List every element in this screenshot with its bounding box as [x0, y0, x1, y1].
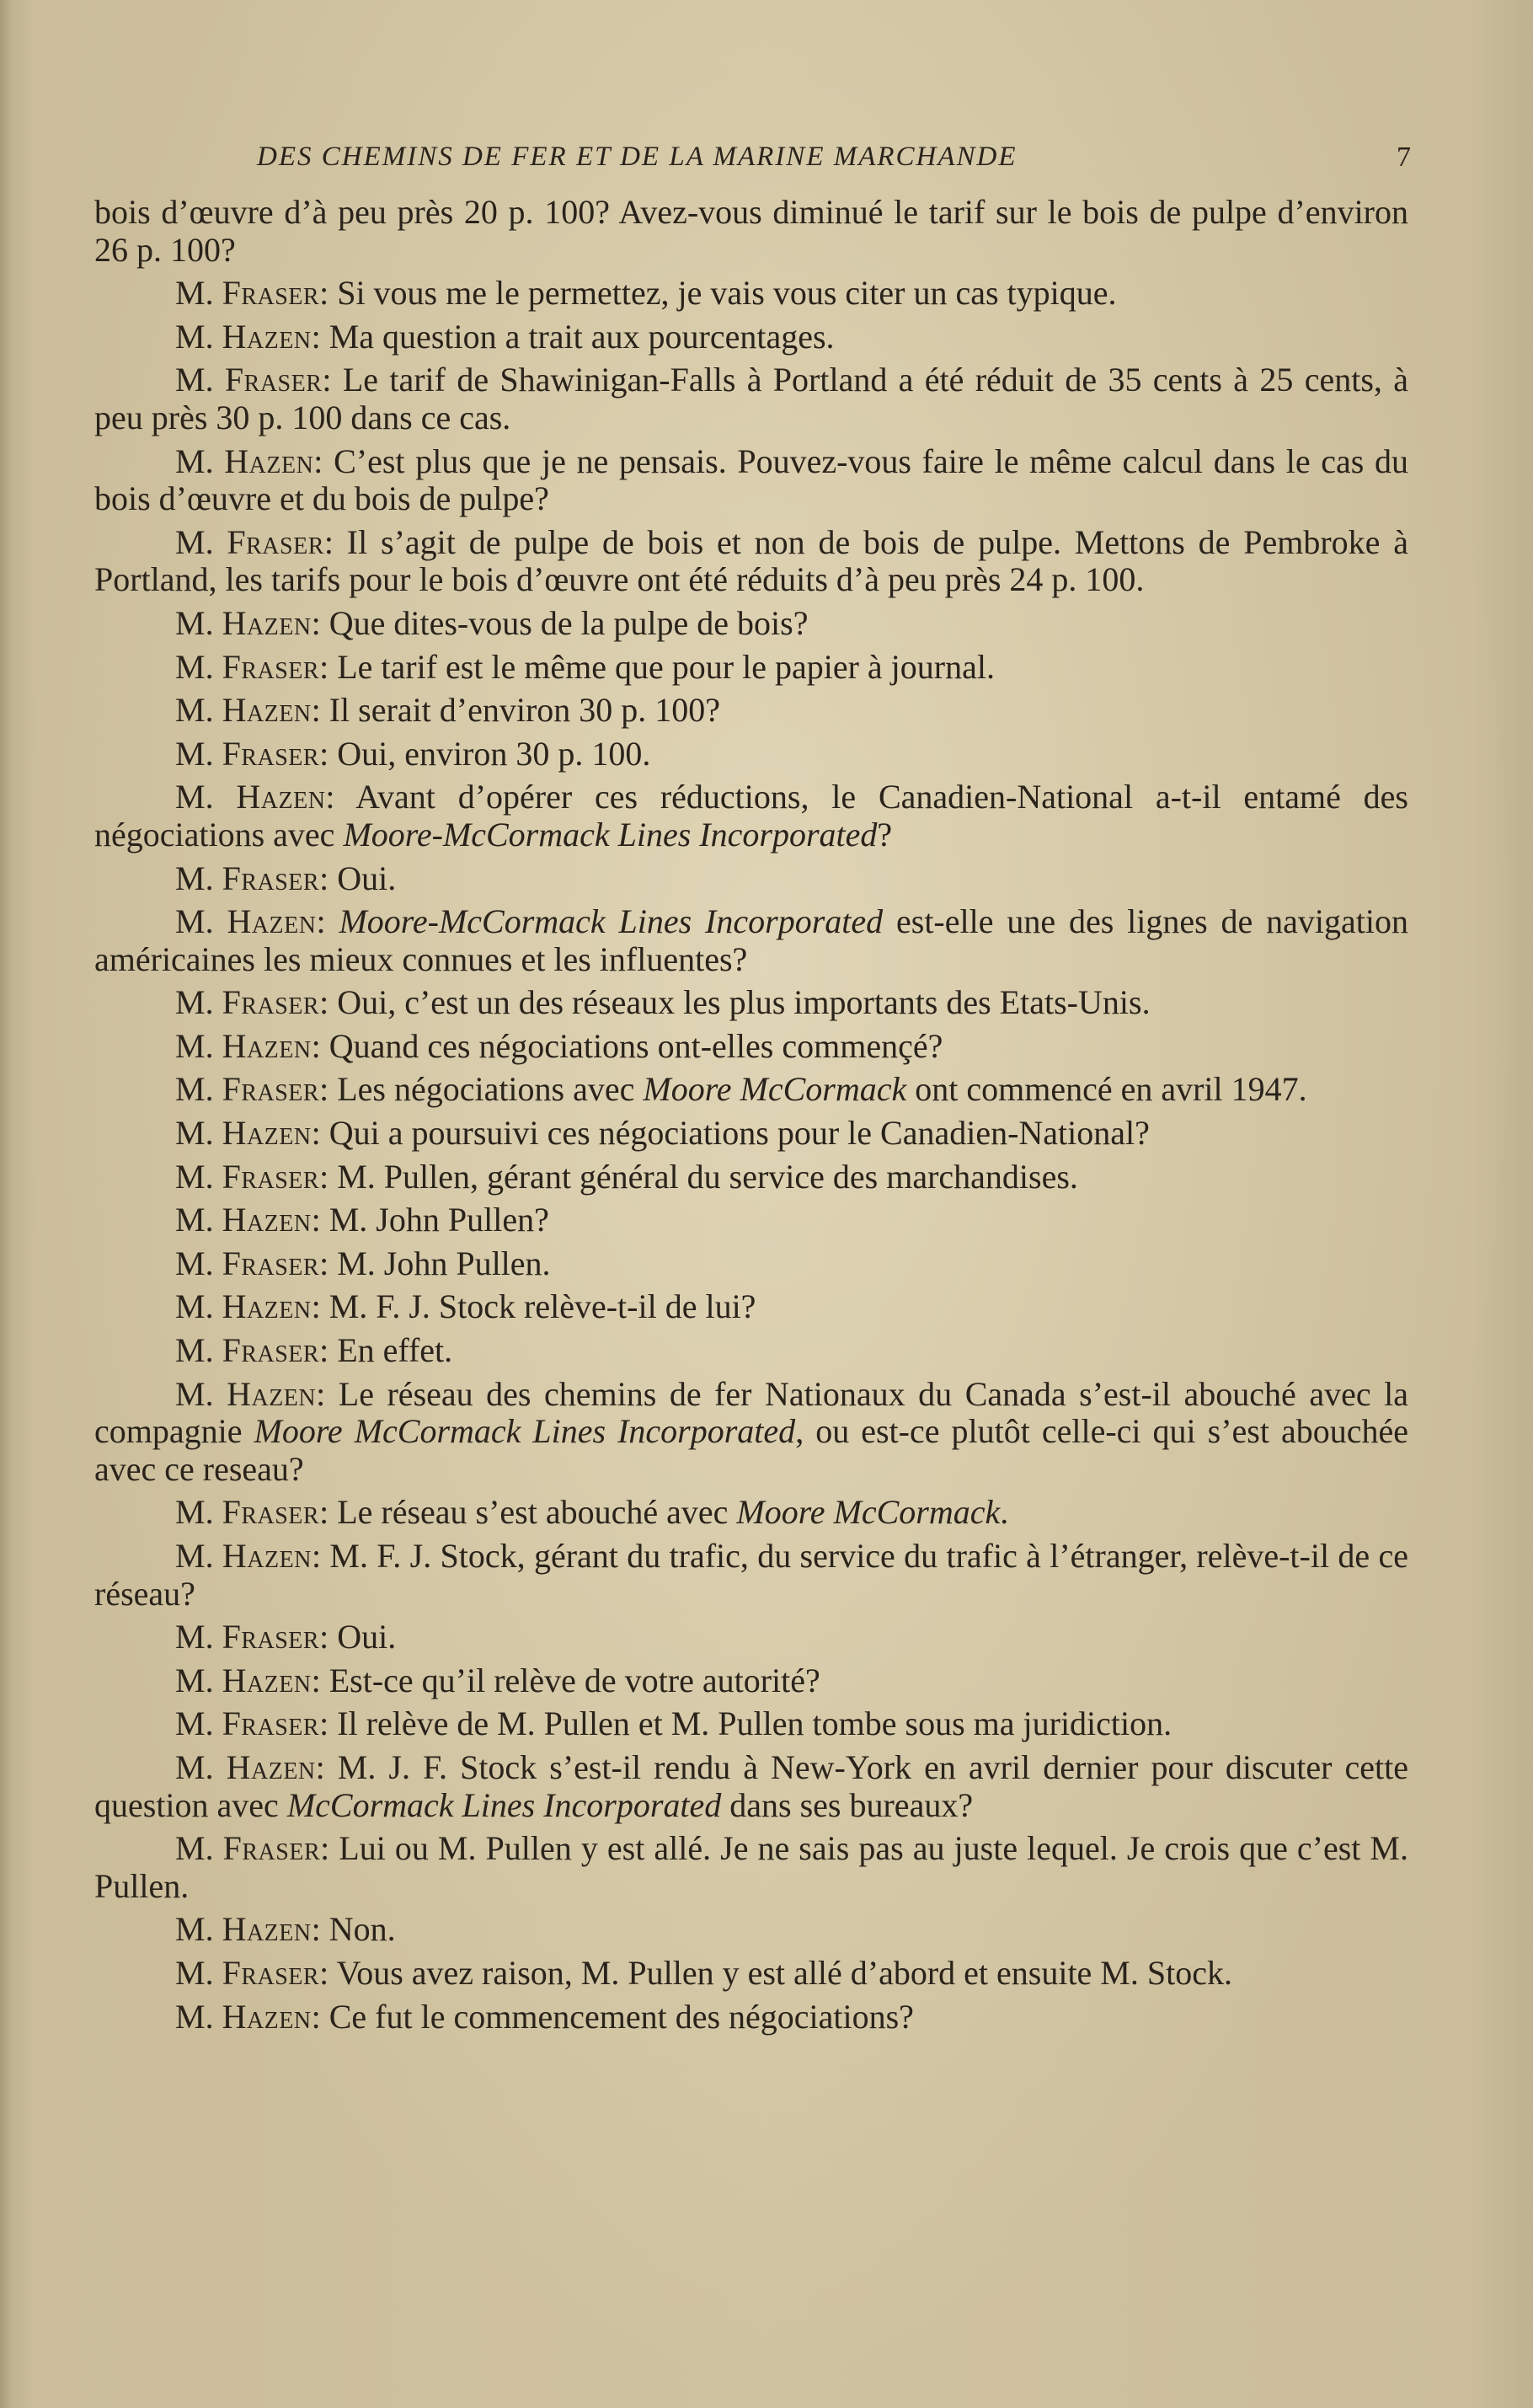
company-name-italic: McCormack Lines Incorporated [286, 1785, 722, 1824]
paragraph-text: : Il serait d’environ 30 p. 100? [311, 691, 721, 730]
paragraph-text: : Les négociations avec [319, 1070, 644, 1109]
paragraph-text: : M. F. J. Stock, gérant du trafic, du service du trafic à l’étranger, relève-t-il de ce réseau? [94, 1537, 1408, 1613]
dialogue-paragraph [94, 1288, 1408, 1326]
paragraph-text: : M. F. J. Stock relève-t-il de lui? [311, 1287, 756, 1326]
speaker-name: Hazen [222, 317, 312, 356]
paragraph-text: : C’est plus que je ne pensais. Pouvez-vous faire le même calcul dans le cas du bois d’œuvre et du bois de pulpe? [94, 441, 1408, 518]
paragraph-text: M. [175, 859, 222, 897]
dialogue-paragraph [94, 318, 1408, 356]
speaker-name: Hazen [222, 1026, 312, 1065]
dialogue-paragraph [94, 692, 1408, 730]
paragraph-text: : Vous avez raison, M. Pullen y est allé d’abord et ensuite M. Stock. [319, 1953, 1232, 1992]
paragraph-text: M. [175, 441, 225, 480]
paragraph-text: : Est-ce qu’il relève de votre autorité? [311, 1661, 820, 1699]
company-name-italic: Moore-McCormack Lines Incorporated [343, 815, 878, 854]
paragraph-text: : Si vous me le permettez, je vais vous citer un cas typique. [319, 274, 1117, 313]
speaker-name: Fraser [222, 859, 320, 897]
paragraph-text: : Ce fut le commencement des négociations? [311, 1997, 914, 2036]
paragraph-text: M. [175, 778, 237, 816]
dialogue-paragraph [94, 1619, 1408, 1656]
dialogue-paragraph [94, 649, 1408, 687]
paragraph-text: est-elle une des lignes de navigation américaines les mieux connues et les influentes? [94, 902, 1408, 978]
speaker-name: Fraser [222, 1493, 320, 1532]
paragraph-text: M. [175, 1910, 222, 1949]
speaker-name: Hazen [222, 1997, 312, 2036]
speaker-name: Fraser [222, 983, 320, 1022]
paragraph-text: M. [175, 1997, 222, 2036]
paragraph-text: M. [175, 1537, 222, 1575]
dialogue-paragraph [94, 1749, 1408, 1824]
paragraph-continuation [94, 194, 1408, 269]
speaker-name: Fraser [222, 1157, 320, 1196]
paragraph-text: M. [175, 902, 227, 941]
paragraph-text: : Non. [311, 1910, 396, 1949]
paragraph-text: M. [175, 1953, 222, 1992]
dialogue-paragraph [94, 1911, 1408, 1949]
paragraph-text: M. [175, 983, 222, 1022]
speaker-name: Hazen [227, 1374, 317, 1413]
speaker-name: Hazen [222, 1201, 312, 1239]
paragraph-text: M. [175, 1747, 227, 1786]
speaker-name: Fraser [224, 361, 323, 399]
paragraph-text: : M. John Pullen. [319, 1244, 551, 1282]
dialogue-paragraph [94, 1201, 1408, 1239]
dialogue-paragraph [94, 1159, 1408, 1196]
speaker-name: Fraser [222, 1618, 320, 1656]
speaker-name: Hazen [222, 1910, 312, 1949]
dialogue-paragraph [94, 605, 1408, 643]
paragraph-text: : Oui. [319, 1618, 397, 1656]
page-header [257, 142, 1411, 175]
speaker-name: Hazen [222, 603, 312, 642]
paragraph-text: : Le tarif est le même que pour le papier à journal. [319, 647, 995, 686]
speaker-name: Fraser [222, 1070, 320, 1109]
speaker-name: Hazen [222, 1287, 312, 1326]
dialogue-paragraph [94, 443, 1408, 518]
paragraph-text: M. [175, 1374, 227, 1413]
dialogue-paragraph [94, 1955, 1408, 1993]
speaker-name: Fraser [227, 522, 324, 561]
paragraph-text: M. [175, 361, 225, 399]
speaker-name: Hazen [224, 441, 314, 480]
dialogue-paragraph [94, 524, 1408, 599]
speaker-name: Fraser [222, 1829, 321, 1868]
paragraph-text: M. [175, 274, 222, 313]
dialogue-paragraph [94, 1999, 1408, 2036]
paragraph-text: M. [175, 522, 227, 561]
company-name-italic: Moore McCormack [736, 1493, 1001, 1532]
dialogue-paragraph [94, 1705, 1408, 1743]
speaker-name: Fraser [222, 647, 320, 686]
paragraph-text: : Que dites-vous de la pulpe de bois? [311, 603, 809, 642]
dialogue-paragraph [94, 736, 1408, 773]
speaker-name: Fraser [222, 274, 320, 313]
document-body [94, 194, 1408, 2041]
paragraph-text: M. [175, 317, 222, 356]
paragraph-text: bois d’œuvre d’à peu près 20 p. 100? Avez-vous diminué le tarif sur le bois de pulpe d’environ 26 p. 100? [94, 193, 1408, 269]
paragraph-text: : Oui. [319, 859, 397, 897]
dialogue-paragraph [94, 1376, 1408, 1489]
paragraph-text: . [1000, 1493, 1009, 1532]
dialogue-paragraph [94, 1028, 1408, 1066]
paragraph-text: : Lui ou M. Pullen y est allé. Je ne sais pas au juste lequel. Je crois que c’est M. Pullen. [94, 1829, 1408, 1905]
paragraph-text: M. [175, 647, 222, 686]
paragraph-text: M. [175, 734, 222, 773]
paragraph-text: , ou est-ce plutôt celle-ci qui s’est abouchée avec ce reseau? [94, 1412, 1409, 1488]
paragraph-text: dans ses bureaux? [721, 1785, 974, 1824]
paragraph-text: : Le réseau des chemins de fer Nationaux du Canada s’est-il abouché avec la compagnie [94, 1374, 1408, 1451]
speaker-name: Fraser [222, 1244, 320, 1282]
paragraph-text: : M. Pullen, gérant général du service des marchandises. [319, 1157, 1078, 1196]
page-number: 7 [1397, 142, 1411, 173]
paragraph-text: : Il s’agit de pulpe de bois et non de bois de pulpe. Mettons de Pembroke à Portland, les tarifs pour le bois d’œuvre ont été réduits d’à peu près 24 p. 100. [94, 522, 1408, 599]
dialogue-paragraph [94, 779, 1408, 854]
company-name-italic: Moore McCormack Lines Incorporated [254, 1412, 796, 1451]
paragraph-text: M. [175, 1661, 222, 1699]
dialogue-paragraph [94, 361, 1408, 436]
dialogue-paragraph [94, 984, 1408, 1022]
dialogue-paragraph [94, 1662, 1408, 1700]
paragraph-text: M. [175, 1331, 222, 1370]
paragraph-text: M. [175, 691, 222, 730]
paragraph-text: : Quand ces négociations ont-elles commençé? [311, 1026, 943, 1065]
dialogue-paragraph [94, 1115, 1408, 1153]
paragraph-text: M. [175, 1618, 222, 1656]
paragraph-text: M. [175, 1704, 222, 1743]
dialogue-paragraph [94, 1830, 1408, 1905]
paragraph-text: : M. J. F. Stock s’est-il rendu à New-York en avril dernier pour discuter cette question avec [94, 1747, 1408, 1824]
speaker-name: Hazen [226, 1747, 316, 1786]
paragraph-text: M. [175, 1287, 222, 1326]
paragraph-text: M. [175, 1026, 222, 1065]
paragraph-text: : Il relève de M. Pullen et M. Pullen tombe sous ma juridiction. [319, 1704, 1172, 1743]
paragraph-text: M. [175, 1493, 222, 1532]
speaker-name: Hazen [222, 1537, 312, 1575]
paragraph-text: M. [175, 603, 222, 642]
paragraph-text: : En effet. [319, 1331, 453, 1370]
speaker-name: Fraser [222, 1331, 320, 1370]
paragraph-text: : Qui a poursuivi ces négociations pour le Canadien-National? [311, 1114, 1150, 1153]
paragraph-text: : Ma question a trait aux pourcentages. [311, 317, 835, 356]
dialogue-paragraph [94, 1245, 1408, 1283]
speaker-name: Hazen [222, 691, 312, 730]
running-head: DES CHEMINS DE FER ET DE LA MARINE MARCHANDE [257, 142, 1018, 172]
dialogue-paragraph [94, 1332, 1408, 1370]
paragraph-text: M. [175, 1070, 222, 1109]
speaker-name: Fraser [222, 1953, 320, 1992]
speaker-name: Hazen [236, 778, 326, 816]
paragraph-text: : Avant d’opérer ces réductions, le Canadien-National a-t-il entamé des négociations avec [94, 778, 1408, 854]
dialogue-paragraph [94, 903, 1408, 978]
dialogue-paragraph [94, 1071, 1408, 1109]
speaker-name: Hazen [222, 1661, 312, 1699]
paragraph-text: ont commencé en avril 1947. [906, 1070, 1307, 1109]
speaker-name: Fraser [222, 734, 320, 773]
company-name-italic: Moore McCormack [643, 1070, 907, 1109]
paragraph-text: M. [175, 1157, 222, 1196]
dialogue-paragraph [94, 275, 1408, 313]
paragraph-text: M. [175, 1829, 223, 1868]
paragraph-text: ? [877, 815, 893, 854]
paragraph-text: M. [175, 1114, 222, 1153]
paragraph-text: : Le tarif de Shawinigan-Falls à Portland a été réduit de 35 cents à 25 cents, à peu près 30 p. 100 dans ce cas. [94, 361, 1408, 436]
paragraph-text: M. [175, 1201, 222, 1239]
paragraph-text: : M. John Pullen? [311, 1201, 549, 1239]
paragraph-text: : [316, 902, 339, 941]
company-name-italic: Moore-McCormack Lines Incorporated [339, 902, 884, 941]
paragraph-text: : Le réseau s’est abouché avec [319, 1493, 737, 1532]
speaker-name: Hazen [222, 1114, 312, 1153]
speaker-name: Fraser [222, 1704, 320, 1743]
dialogue-paragraph [94, 860, 1408, 898]
paragraph-text: : Oui, environ 30 p. 100. [319, 734, 651, 773]
paragraph-text: : Oui, c’est un des réseaux les plus importants des Etats-Unis. [319, 983, 1151, 1022]
dialogue-paragraph [94, 1494, 1408, 1532]
paragraph-text: M. [175, 1244, 222, 1282]
dialogue-paragraph [94, 1538, 1408, 1613]
speaker-name: Hazen [227, 902, 317, 941]
